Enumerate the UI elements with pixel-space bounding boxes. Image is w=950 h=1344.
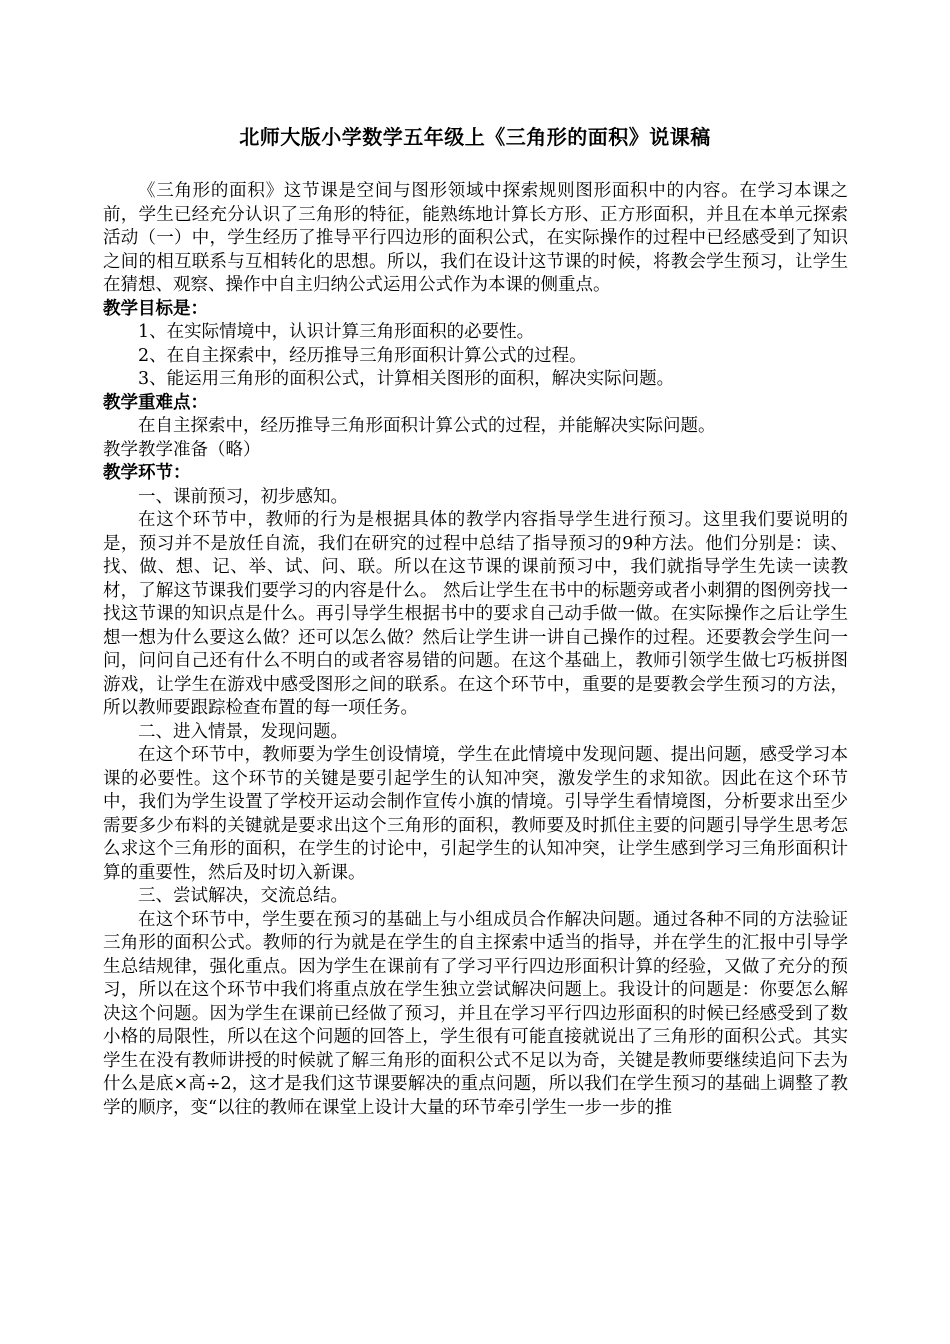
paragraph: 二、进入情景，发现问题。 — [138, 721, 348, 742]
document-title: 北师大版小学数学五年级上《三角形的面积》说课稿 — [239, 125, 711, 149]
document-body — [103, 180, 848, 1120]
paragraph: 《三角形的面积》这节课是空间与图形领域中探索规则图形面积中的内容。在学习本课之前，学生已经充分认识了三角形的特征，能熟练地计算长方形、正方形面积，并且在本单元探索活动（一）中，学生经历了推导平行四边形的面积公式，在实际操作的过程中已经感受到了知识之间的相互联系与互相转化的思想。所以，我们在设计这节课的时候，将教会学生预习，让学生在猜想、观察、操作中自主归纳公式运用公式作为本课的侧重点。 — [103, 181, 848, 295]
paragraph: 一、课前预习，初步感知。 — [138, 486, 348, 507]
section-heading: 教学环节： — [103, 463, 191, 483]
paragraph: 在自主探索中，经历推导三角形面积计算公式的过程，并能解决实际问题。 — [138, 416, 716, 436]
paragraph: 教学教学准备（略） — [103, 439, 261, 460]
paragraph: 在这个环节中，教师要为学生创设情境，学生在此情境中发现问题、提出问题，感受学习本课的必要性。这个环节的关键是要引起学生的认知冲突，激发学生的求知欲。因此在这个环节中，我们为学生设置了学校开运动会制作宣传小旗的情境。引导学生看情境图，分析要求出至少需要多少布料的关键就是要求出这个三角形的面积，教师要及时抓住主要的问题引导学生思考怎么求这个三角形的面积，在学生的讨论中，引起学生的认知冲突，让学生感到学习三角形面积计算的重要性，然后及时切入新课。 — [103, 745, 848, 883]
paragraph: 2、在自主探索中，经历推导三角形面积计算公式的过程。 — [138, 345, 587, 366]
paragraph: 在这个环节中，学生要在预习的基础上与小组成员合作解决问题。通过各种不同的方法验证三角形的面积公式。教师的行为就是在学生的自主探索中适当的指导，并在学生的汇报中引导学生总结规律，强化重点。因为学生在课前有了学习平行四边形面积计算的经验，又做了充分的预习，所以在这个环节中我们将重点放在学生独立尝试解决问题上。我设计的问题是：你要怎么解决这个问题。因为学生在课前已经做了预习，并且在学习平行四边形面积的时候已经感受到了数小格的局限性，所以在这个问题的回答上，学生很有可能直接就说出了三角形的面积公式。其实学生在没有教师讲授的时候就了解三角形的面积公式不足以为奇，关键是教师要继续追问下去为什么是底×高÷2，这才是我们这节课要解决的重点问题，所以我们在学生预习的基础上调整了教学的顺序，变“以往的教师在课堂上设计大量的环节牵引学生一步一步的推 — [103, 909, 848, 1118]
section-heading: 教学重难点： — [103, 392, 208, 413]
section-heading: 教学目标是： — [103, 298, 208, 319]
paragraph: 3、能运用三角形的面积公式，计算相关图形的面积，解决实际问题。 — [138, 369, 675, 389]
paragraph: 三、尝试解决，交流总结。 — [138, 886, 348, 906]
paragraph: 在这个环节中，教师的行为是根据具体的教学内容指导学生进行预习。这里我们要说明的是，预习并不是放任自流，我们在研究的过程中总结了指导预习的9种方法。他们分别是：读、找、做、想、记、举、试、问、联。所以在这节课的课前预习中，我们就指导学生先读一读教材，了解这节课我们要学习的内容是什么。 然后让学生在书中的标题旁或者小刺猬的图例旁找一找这节课的知识点是什么。再引导学生根据书中的要求自己动手做一做。在实际操作之后让学生想一想为什么要这么做？还可以怎么做？然后让学生讲一讲自己操作的过程。还要教会学生问一问，问问自己还有什么不明白的或者容易错的问题。在这个基础上，教师引领学生做七巧板拼图游戏，让学生在游戏中感受图形之间的联系。在这个环节中，重要的是要教会学生预习的方法，所以教师要跟踪检查布置的每一项任务。 — [103, 510, 848, 718]
paragraph: 1、在实际情境中，认识计算三角形面积的必要性。 — [138, 322, 535, 342]
